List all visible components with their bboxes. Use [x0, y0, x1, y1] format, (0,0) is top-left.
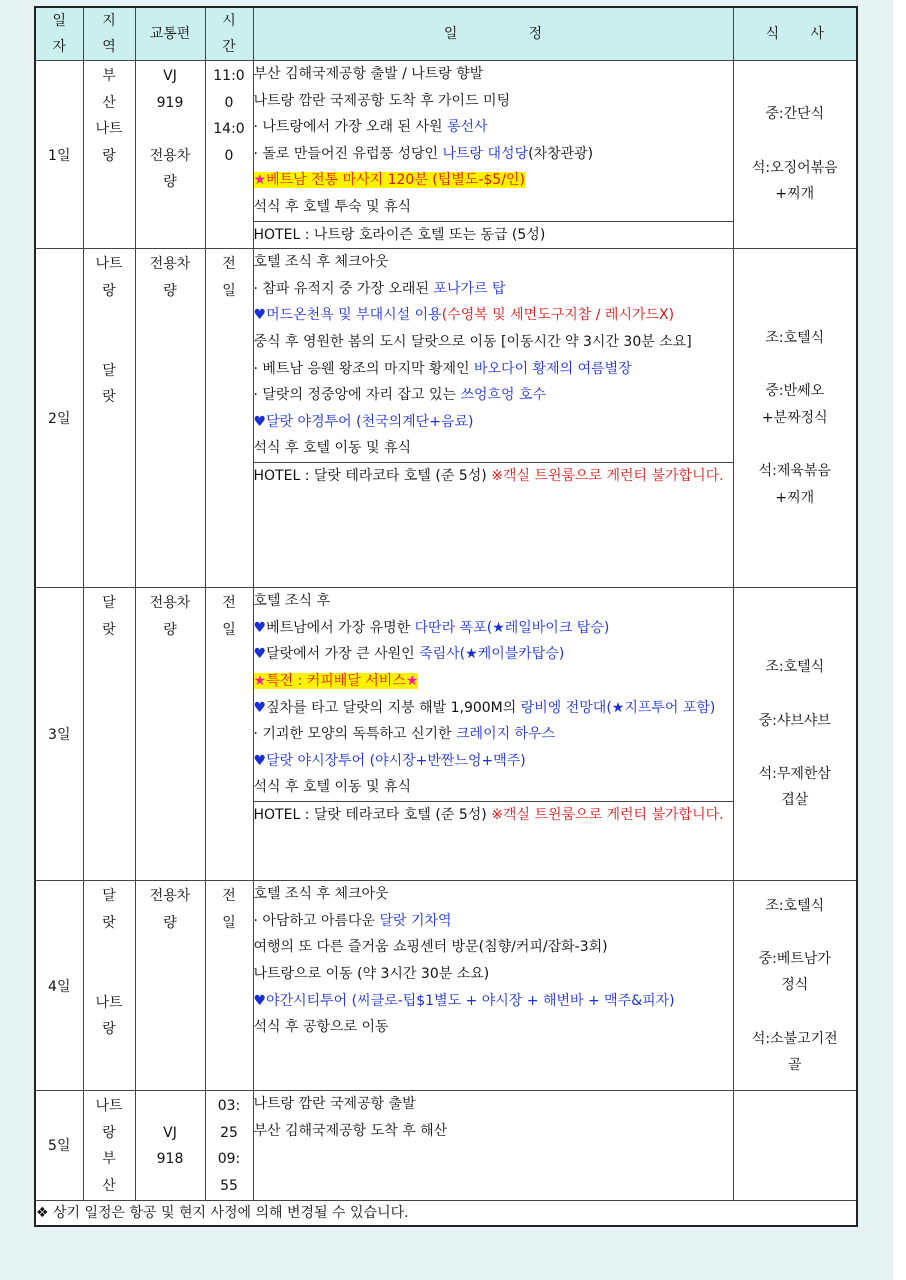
region-cell: [83, 1091, 135, 1200]
schedule-line: [254, 641, 733, 668]
heart-icon: ♥: [253, 992, 267, 1009]
schedule-list: [254, 881, 733, 1041]
day-label: 5일: [35, 1091, 83, 1200]
time-cell: [205, 1091, 253, 1200]
schedule-text: 머드온천욕 및 부대시설 이용: [266, 307, 442, 324]
meal-item: [734, 681, 857, 708]
schedule-text: 호텔 조식 후 체크아웃: [253, 886, 389, 903]
header-time-line-2: 간: [222, 39, 236, 55]
header-region: [83, 7, 135, 61]
region-cell-line: 랏: [102, 914, 116, 931]
meal-item: 중:샤브샤브: [758, 712, 831, 729]
star-icon: ★: [253, 672, 267, 689]
transport-cell-line: 918: [156, 1151, 184, 1168]
meal-item: [734, 919, 857, 946]
day-label: 2일: [35, 249, 83, 588]
schedule-text: 여행의 또 다른 즐거움 쇼핑센터 방문(침향/커피/잡화-3회): [253, 939, 608, 956]
itinerary-table: [34, 6, 858, 1227]
time-cell: [205, 61, 253, 249]
schedule-text: 크레이지 하우스: [456, 726, 556, 743]
meal-item: +찌개: [775, 489, 815, 506]
transport-cell-line: 량: [163, 621, 177, 638]
schedule-text: (차창관광): [528, 145, 594, 162]
schedule-line: [254, 167, 733, 194]
diamond-bullet-icon: ❖: [36, 1204, 49, 1221]
time-cell-line: 전: [222, 595, 236, 612]
schedule-text: · 베트남 응웬 왕조의 마지막 황제인: [253, 360, 474, 377]
transport-cell-line: 전용차: [149, 256, 191, 273]
region-cell-line: 부: [102, 1151, 116, 1168]
schedule-line: [254, 356, 733, 383]
header-row: [35, 7, 857, 61]
schedule-text: 호텔 조식 후 체크아웃: [253, 254, 389, 271]
region-cell-line: 랑: [102, 1124, 116, 1141]
time-cell-line: 전: [222, 256, 236, 273]
meal-item: [734, 999, 857, 1026]
schedule-list: [254, 249, 733, 489]
meals-cell: [733, 1091, 857, 1200]
meal-item: 석:제육볶음: [758, 463, 831, 480]
schedule-line: [254, 988, 733, 1015]
heart-icon: ♥: [253, 752, 267, 769]
schedule-text: 나트랑으로 이동 (약 3시간 30분 소요): [253, 965, 490, 982]
schedule-text: 석식 후 공항으로 이동: [253, 1019, 389, 1036]
schedule-text: 달랏 기차역: [379, 912, 452, 929]
header-transport: 교통편: [135, 7, 205, 61]
schedule-line: [254, 249, 733, 276]
schedule-text: 부산 김해국제공항 출발 / 나트랑 향발: [253, 66, 484, 82]
meal-item: 골: [787, 1057, 802, 1074]
schedule-line: [254, 276, 733, 303]
schedule-line: [254, 1014, 733, 1041]
schedule-text: 베트남 전통 마사지 120분 (팁별도-$5/인): [266, 172, 525, 189]
schedule-text: HOTEL : 달랏 테라코타 호텔 (준 5성): [253, 806, 492, 823]
day-row: [35, 588, 857, 881]
meals-cell: [733, 881, 857, 1091]
schedule-text: 중식 후 영원한 봄의 도시 달랏으로 이동 [이동시간 약 3시간 30분 소요]: [253, 333, 692, 350]
meal-item: 겹살: [781, 792, 809, 809]
region-cell-line: 랏: [102, 621, 116, 638]
region-cell: [83, 881, 135, 1091]
header-schedule: 일 정: [253, 7, 733, 61]
schedule-text: 나트랑 깜란 국제공항 도착 후 가이드 미팅: [253, 92, 511, 109]
meals-cell: [733, 588, 857, 881]
schedule-text: 부산 김해국제공항 도착 후 해산: [253, 1122, 448, 1139]
schedule-line: [254, 1118, 733, 1145]
heart-icon: ♥: [253, 619, 267, 636]
heart-icon: ♥: [253, 699, 267, 716]
meal-item: [734, 734, 857, 761]
region-cell-line: 나트: [95, 994, 123, 1011]
region-cell-line: 랑: [102, 1021, 116, 1038]
transport-cell: [135, 61, 205, 249]
star-icon: ★: [405, 672, 419, 689]
meal-item: +찌개: [775, 186, 815, 203]
schedule-text: 호텔 조식 후: [253, 593, 331, 610]
time-cell-line: 0: [224, 147, 234, 164]
time-cell: [205, 588, 253, 881]
time-cell-line: 일: [222, 621, 236, 638]
day-row: [35, 249, 857, 588]
header-region-line-1: 지: [102, 13, 116, 29]
schedule-line: [254, 695, 733, 722]
time-cell-line: 25: [220, 1124, 238, 1141]
schedule-text: · 돌로 만들어진 유럽풍 성당인: [253, 145, 443, 162]
day-row: [35, 61, 857, 249]
schedule-cell: [253, 61, 733, 249]
transport-cell: [135, 1091, 205, 1200]
hotel-line: [254, 801, 733, 828]
region-cell-line: 랑: [102, 147, 116, 164]
schedule-line: [254, 615, 733, 642]
schedule-text: 쓰엉흐엉 호수: [460, 387, 547, 404]
schedule-cell: [253, 588, 733, 881]
header-day-line-1: 일: [52, 13, 67, 29]
schedule-line: [254, 1091, 733, 1118]
header-day-line-2: 자: [52, 39, 67, 55]
heart-icon: ♥: [253, 646, 267, 663]
transport-cell-line: 919: [156, 94, 184, 111]
schedule-line: [254, 435, 733, 462]
region-cell: [83, 61, 135, 249]
region-cell-line: 랏: [102, 389, 116, 406]
day-label: 4일: [35, 881, 83, 1091]
time-cell-line: 전: [222, 888, 236, 905]
schedule-text: 야간시티투어 (씨클로-팁$1별도 + 야시장 + 해변바 + 맥주&피자): [266, 992, 675, 1009]
header-region-line-2: 역: [102, 39, 116, 55]
meal-item: 중:베트남가: [758, 950, 831, 967]
schedule-line: [254, 881, 733, 908]
schedule-text: 석식 후 호텔 투숙 및 휴식: [253, 198, 411, 215]
header-time-line-1: 시: [222, 13, 236, 29]
footer-note-cell: [35, 1200, 857, 1226]
day-label: 1일: [35, 61, 83, 249]
schedule-text: HOTEL : 달랏 테라코타 호텔 (준 5성): [253, 467, 492, 484]
schedule-list: [254, 588, 733, 828]
schedule-text: 나트랑 깜란 국제공항 출발: [253, 1096, 416, 1113]
day-row: [35, 1091, 857, 1200]
schedule-line: [254, 329, 733, 356]
transport-cell-line: 량: [163, 174, 177, 191]
transport-cell: [135, 249, 205, 588]
schedule-text: HOTEL : 나트랑 호라이즌 호텔 또는 동급 (5성): [253, 226, 546, 243]
meal-item: +분짜정식: [761, 409, 828, 426]
meal-item: 중:반쎄오: [765, 383, 825, 400]
region-cell-line: 랑: [102, 282, 116, 299]
schedule-text: 특전 : 커피배달 서비스: [266, 672, 406, 689]
schedule-text: 달랏 야경투어 (천국의계단+음료): [266, 413, 474, 430]
schedule-line: [254, 934, 733, 961]
transport-cell: [135, 881, 205, 1091]
meal-item: [734, 128, 857, 155]
schedule-text: 다딴라 폭포(★레일바이크 탑승): [414, 619, 610, 636]
schedule-text: · 나트랑에서 가장 오래 된 사원: [253, 119, 447, 136]
schedule-text: 바오다이 황제의 여름별장: [474, 360, 632, 377]
meal-item: 조:호텔식: [765, 897, 825, 914]
schedule-text: (수영복 및 세면도구지참 / 레시가드X): [441, 307, 675, 324]
region-cell-line: 나트: [95, 1098, 123, 1115]
meal-item: 정식: [781, 977, 809, 994]
schedule-text: 달랏에서 가장 큰 사원인: [266, 646, 420, 663]
region-cell-line: 산: [102, 1177, 116, 1194]
schedule-line: [254, 141, 733, 168]
schedule-list: [254, 1091, 733, 1144]
schedule-text: · 달랏의 정중앙에 자리 잡고 있는: [253, 387, 461, 404]
schedule-text: · 기괴한 모양의 독특하고 신기한: [253, 726, 457, 743]
transport-cell-line: 전용차: [149, 888, 191, 905]
meals-cell: [733, 249, 857, 588]
transport-cell: [135, 588, 205, 881]
schedule-line: [254, 194, 733, 221]
region-cell-line: [84, 936, 135, 963]
star-icon: ★: [253, 172, 267, 189]
meal-item: 중:간단식: [765, 106, 825, 123]
schedule-line: [254, 748, 733, 775]
schedule-text: 석식 후 호텔 이동 및 휴식: [253, 779, 411, 796]
transport-cell-line: 량: [163, 914, 177, 931]
schedule-line: [254, 114, 733, 141]
time-cell-line: 55: [220, 1177, 238, 1194]
schedule-text: 포나가르 탑: [433, 280, 506, 297]
schedule-text: 랑비엥 전망대(★지프투어 포함): [520, 699, 716, 716]
time-cell-line: 11:0: [213, 68, 245, 84]
header-time: [205, 7, 253, 61]
region-cell-line: 산: [102, 94, 116, 111]
region-cell: [83, 249, 135, 588]
region-cell-line: [84, 304, 135, 331]
heart-icon: ♥: [253, 307, 267, 324]
region-cell-line: 달: [102, 595, 116, 612]
schedule-text: 달랏 야시장투어 (야시장+반짠느엉+맥주): [266, 752, 526, 769]
time-cell: [205, 881, 253, 1091]
schedule-text: 롱선사: [446, 119, 488, 136]
schedule-line: [254, 88, 733, 115]
region-cell-line: [84, 963, 135, 990]
region-cell-line: 부: [102, 68, 116, 84]
day-row: [35, 881, 857, 1091]
schedule-line: [254, 774, 733, 801]
transport-cell-line: VJ: [163, 1124, 177, 1141]
time-cell-line: 0: [224, 94, 234, 111]
schedule-line: [254, 908, 733, 935]
footer-row: [35, 1200, 857, 1226]
schedule-text: 짚차를 타고 달랏의 지붕 해발 1,900M의: [266, 699, 521, 716]
time-cell-line: 일: [222, 282, 236, 299]
transport-cell-line: VJ: [163, 68, 177, 84]
day-label: 3일: [35, 588, 83, 881]
time-cell-line: 일: [222, 914, 236, 931]
meal-item: 조:호텔식: [765, 330, 825, 347]
schedule-text: · 아담하고 아름다운: [253, 912, 380, 929]
schedule-cell: [253, 249, 733, 588]
region-cell-line: 나트: [95, 256, 123, 273]
meal-item: 조:호텔식: [765, 659, 825, 676]
transport-cell-line: 전용차: [149, 595, 191, 612]
meal-item: [734, 352, 857, 379]
meals-cell: [733, 61, 857, 249]
meal-item: 석:소불고기전: [751, 1030, 838, 1047]
schedule-cell: [253, 881, 733, 1091]
meal-item: [734, 431, 857, 458]
meal-item: 석:무제한삼: [758, 765, 831, 782]
region-cell-line: 달: [102, 362, 116, 379]
schedule-text: 석식 후 호텔 이동 및 휴식: [253, 440, 411, 457]
schedule-line: [254, 61, 733, 88]
region-cell-line: 달: [102, 888, 116, 905]
hotel-line: [254, 462, 733, 489]
itinerary-body: [35, 61, 857, 1201]
schedule-text: ※객실 트윈룸으로 게런티 불가합니다.: [491, 467, 724, 484]
schedule-line: [254, 588, 733, 615]
schedule-cell: [253, 1091, 733, 1200]
schedule-line: [254, 302, 733, 329]
schedule-text: ※객실 트윈룸으로 게런티 불가합니다.: [491, 806, 724, 823]
region-cell: [83, 588, 135, 881]
schedule-line: [254, 721, 733, 748]
transport-cell-line: [136, 116, 205, 143]
time-cell-line: 09:: [217, 1151, 241, 1168]
transport-cell-line: 전용차: [149, 147, 191, 164]
meal-item: 석:오징어볶음: [751, 159, 838, 176]
schedule-text: · 참파 유적지 중 가장 오래된: [253, 280, 434, 297]
region-cell-line: 나트: [95, 121, 123, 138]
schedule-text: 죽림사(★케이블카탑승): [419, 646, 565, 663]
header-meals: 식 사: [733, 7, 857, 61]
schedule-line: [254, 409, 733, 436]
hotel-line: [254, 221, 733, 248]
region-cell-line: [84, 331, 135, 358]
schedule-list: [254, 61, 733, 248]
transport-cell-line: 량: [163, 282, 177, 299]
schedule-line: [254, 961, 733, 988]
heart-icon: ♥: [253, 413, 267, 430]
footer-note: 상기 일정은 항공 및 현지 사정에 의해 변경될 수 있습니다.: [53, 1204, 409, 1221]
schedule-line: [254, 382, 733, 409]
schedule-text: 나트랑 대성당: [442, 145, 529, 162]
time-cell-line: 14:0: [213, 121, 245, 138]
schedule-line: [254, 668, 733, 695]
itinerary-table-wrapper: [34, 6, 856, 1227]
schedule-text: 베트남에서 가장 유명한: [266, 619, 415, 636]
time-cell-line: 03:: [217, 1098, 241, 1115]
header-day: [35, 7, 83, 61]
time-cell: [205, 249, 253, 588]
